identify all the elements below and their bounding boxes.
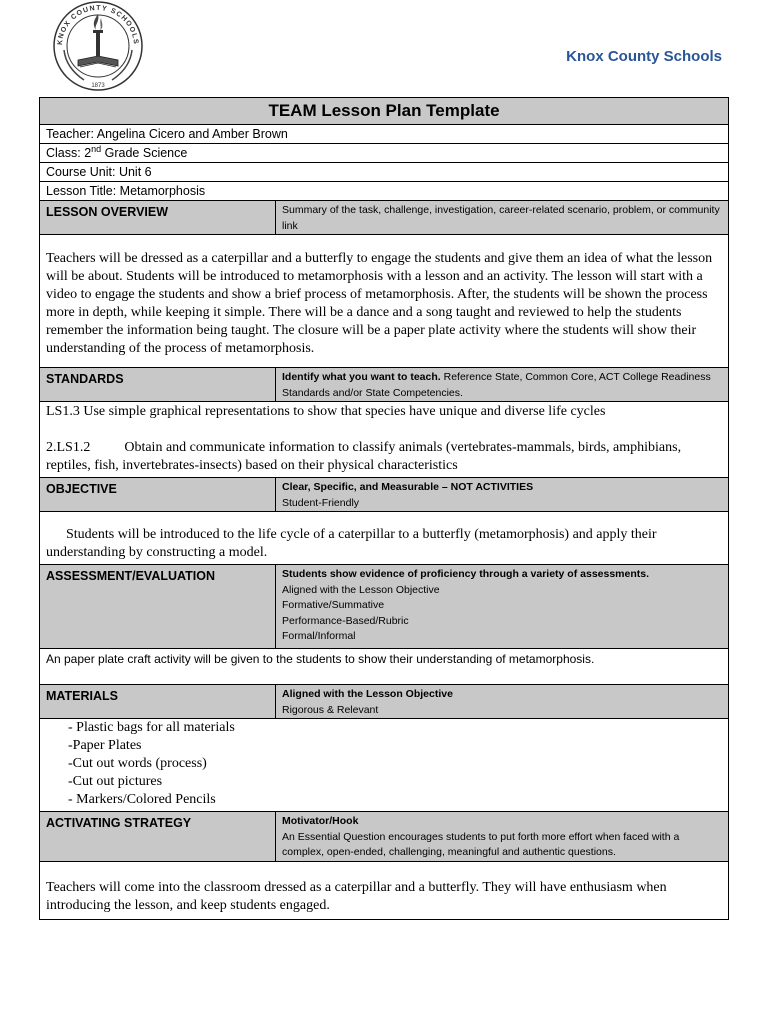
overview-heading: LESSON OVERVIEW [40,201,276,235]
seal-year: 1873 [91,83,105,89]
list-item: -Paper Plates [68,738,142,753]
brand-name: Knox County Schools [566,48,722,65]
assessment-desc-line: Performance-Based/Rubric [282,614,409,627]
activating-heading: ACTIVATING STRATEGY [40,812,276,862]
standards-desc-rest: Reference State, Common Core, ACT College Readiness Standards and/or State Competencies. [282,371,711,399]
objective-desc-bold: Clear, Specific, and Measurable – NOT ACTIVITIES [282,481,534,493]
standard-2ls12-text: Obtain and communicate information to classify animals (vertebrates-mammals, birds, amphibians, reptiles, fish, invertebrates-insects) based on their physical characteristics [46,440,682,473]
list-item: - Plastic bags for all materials [68,720,235,735]
list-item: -Cut out pictures [68,774,163,789]
materials-heading: MATERIALS [40,685,276,719]
materials-desc-rest: Rigorous & Relevant [282,703,379,716]
standards-heading: STANDARDS [40,368,276,402]
list-item: - Markers/Colored Pencils [68,792,216,807]
materials-desc-bold: Aligned with the Lesson Objective [282,688,453,700]
objective-desc-rest: Student-Friendly [282,496,360,509]
standards-body [40,402,729,478]
lesson-plan-table [39,97,729,920]
standard-2ls12 [46,439,722,475]
activating-desc [276,812,729,862]
seal-text: KNOX COUNTY SCHOOLS [56,4,140,46]
overview-desc: Summary of the task, challenge, investigation, career-related scenario, problem, or community link [276,201,729,235]
assessment-desc-line: Formal/Informal [282,630,356,642]
standard-2ls12-code: 2.LS1.2 [46,440,91,455]
class-suffix: Grade Science [101,146,188,160]
course-unit-row: Course Unit: Unit 6 [40,163,729,182]
class-prefix: Class: 2 [46,146,92,160]
assessment-desc-line: Aligned with the Lesson Objective [282,583,440,596]
class-row [40,144,729,163]
materials-list [40,719,729,812]
knox-county-schools-seal-icon [44,0,152,92]
assessment-desc [276,565,729,649]
activating-desc-rest: An Essential Question encourages students to put forth more effort when faced with a complex, open-ended, challenging, meaningful and authentic questions. [282,830,680,858]
overview-body: Teachers will be dressed as a caterpillar and a butterfly to engage the students and give them an idea of what the lesson will be about. Students will be introduced to metamorphosis with a lesson and an activity. The lesson will start with a video to engage the students and show a brief process of metamorphosis. After, the students will be shown the process more in depth, while keeping it simple. There will be a dance and a song taught and reviewed to help the students remember the information being taught. The closure will be a paper plate activity where the students will show their understanding of the process of metamorphosis. [40,235,729,368]
assessment-heading: ASSESSMENT/EVALUATION [40,565,276,649]
activating-body: Teachers will come into the classroom dressed as a caterpillar and a butterfly. They will have enthusiasm when introducing the lesson, and keep students engaged. [40,862,729,920]
objective-body: Students will be introduced to the life cycle of a caterpillar to a butterfly (metamorphosis) and apply their understanding by constructing a model. [40,512,729,565]
objective-heading: OBJECTIVE [40,478,276,512]
assessment-desc-bold: Students show evidence of proficiency through a variety of assessments. [282,568,650,580]
assessment-body: An paper plate craft activity will be given to the students to show their understanding of metamorphosis. [40,649,729,685]
activating-desc-bold: Motivator/Hook [282,815,359,827]
objective-desc [276,478,729,512]
standards-desc-bold: Identify what you want to teach. [282,371,441,383]
class-sup: nd [91,143,102,154]
materials-desc [276,685,729,719]
standard-ls13: LS1.3 Use simple graphical representations to show that species have unique and diverse life cycles [46,404,606,419]
lesson-title-row: Lesson Title: Metamorphosis [40,182,729,201]
plan-title: TEAM Lesson Plan Template [40,98,729,125]
standards-desc [276,368,729,402]
assessment-desc-line: Formative/Summative [282,599,385,611]
list-item: -Cut out words (process) [68,756,207,771]
teacher-row: Teacher: Angelina Cicero and Amber Brown [40,125,729,144]
